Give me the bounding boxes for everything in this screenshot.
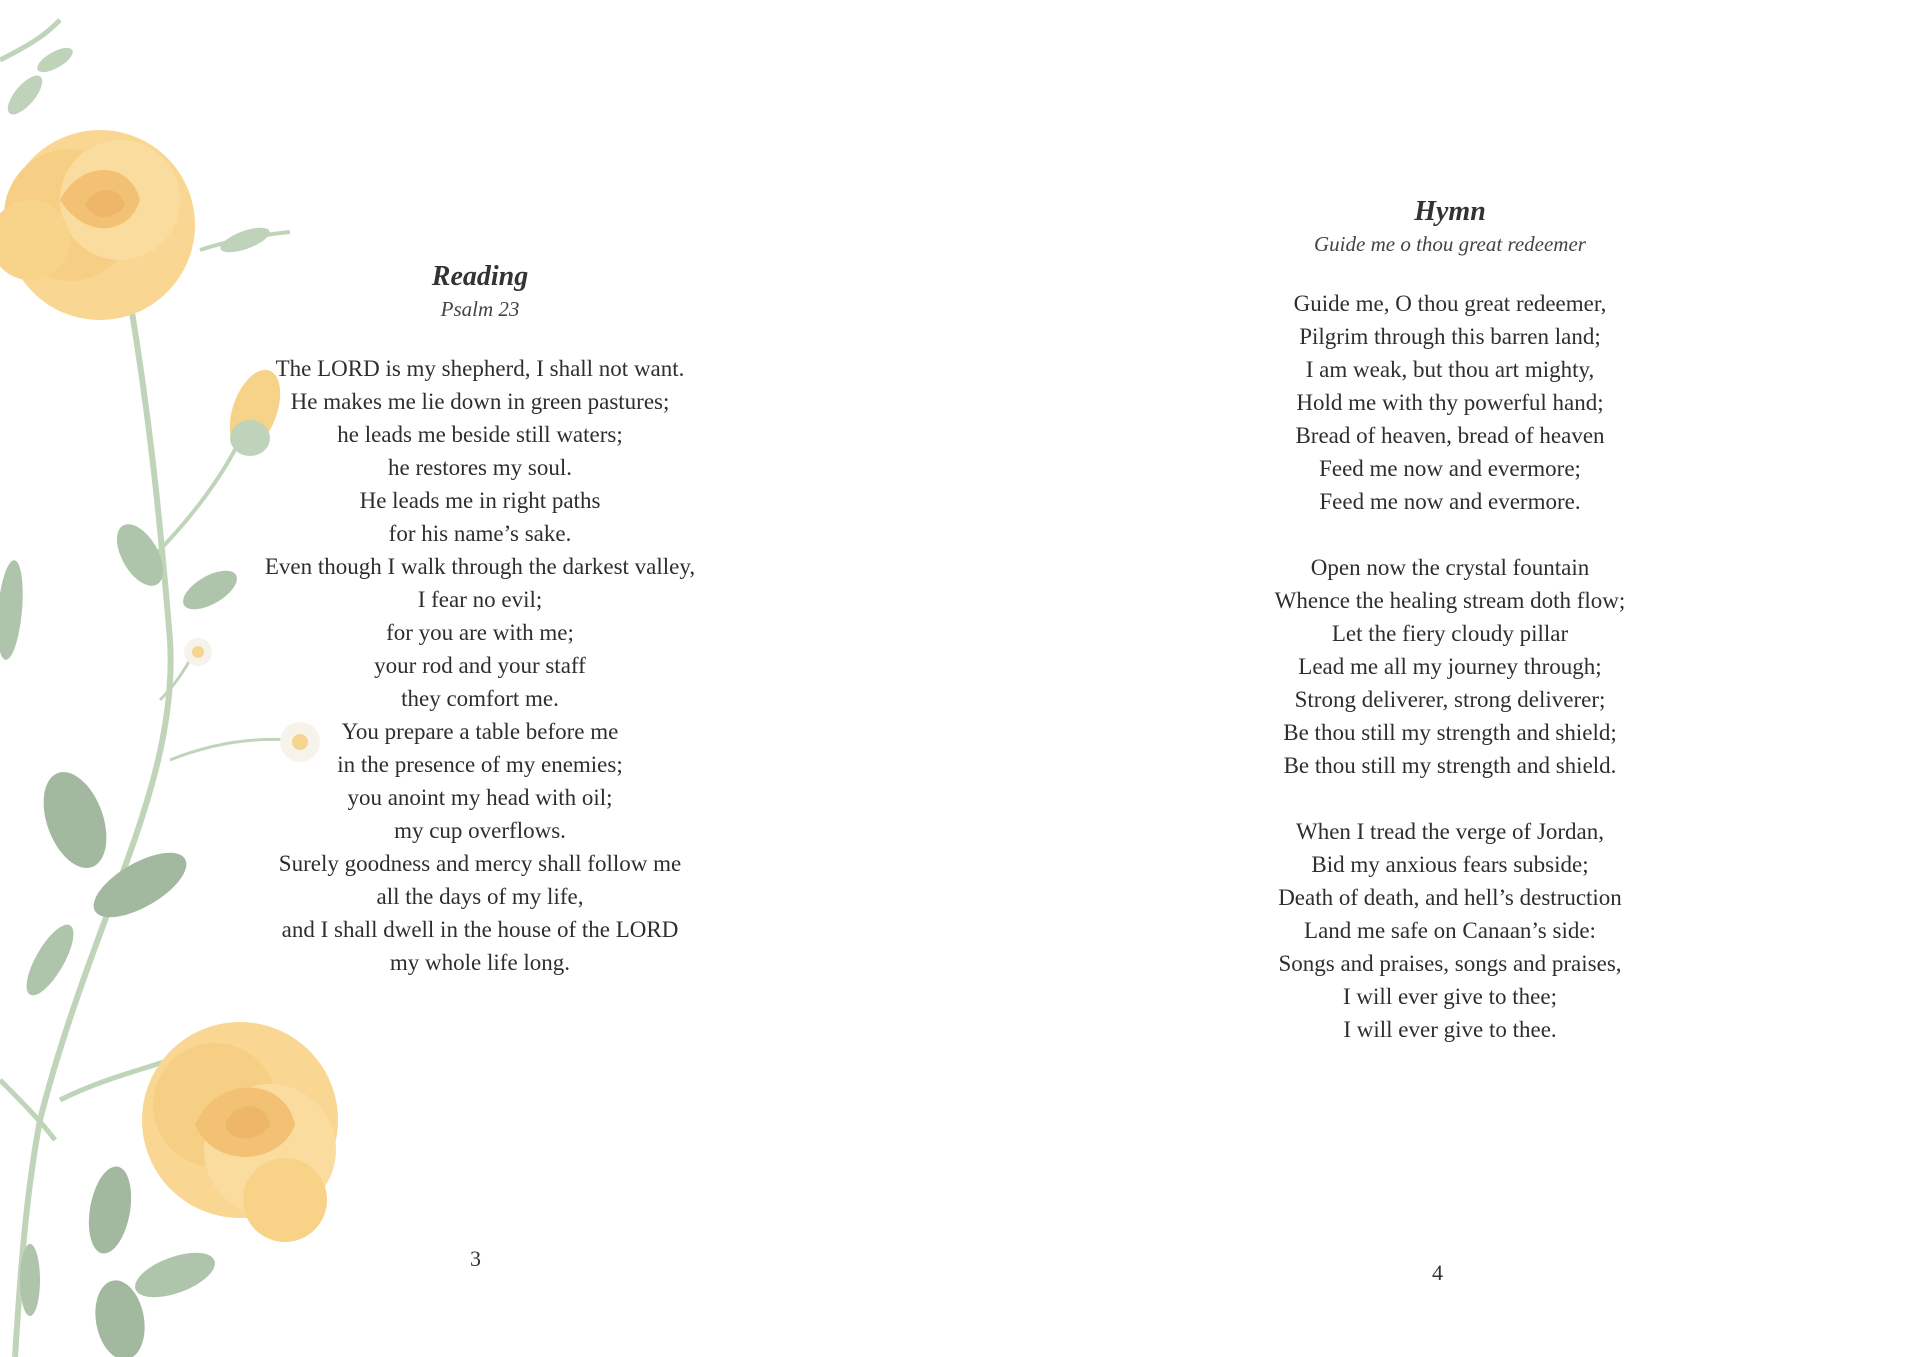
reading-line: I fear no evil; bbox=[417, 587, 543, 612]
reading-text bbox=[230, 352, 730, 979]
reading-line: they comfort me. bbox=[401, 686, 559, 711]
hymn-line: Death of death, and hell’s destruction bbox=[1278, 885, 1622, 910]
reading-line: he leads me beside still waters; bbox=[337, 422, 623, 447]
reading-line: The LORD is my shepherd, I shall not want. bbox=[275, 356, 685, 381]
hymn-line: Guide me, O thou great redeemer, bbox=[1293, 291, 1607, 316]
hymn-line: I will ever give to thee; bbox=[1343, 984, 1557, 1009]
hymn-line: Lead me all my journey through; bbox=[1298, 654, 1602, 679]
hymn-line: Be thou still my strength and shield; bbox=[1283, 720, 1617, 745]
reading-line: in the presence of my enemies; bbox=[337, 752, 623, 777]
reading-line: He leads me in right paths bbox=[359, 488, 601, 513]
hymn-line: I am weak, but thou art mighty, bbox=[1305, 357, 1595, 382]
reading-line: Even though I walk through the darkest valley, bbox=[264, 554, 696, 579]
hymn-line: Pilgrim through this barren land; bbox=[1299, 324, 1601, 349]
reading-line: you anoint my head with oil; bbox=[347, 785, 613, 810]
reading-block bbox=[230, 260, 730, 979]
reading-line: for his name’s sake. bbox=[388, 521, 572, 546]
hymn-line: Open now the crystal fountain bbox=[1310, 555, 1590, 580]
reading-line: for you are with me; bbox=[386, 620, 574, 645]
reading-line: my cup overflows. bbox=[394, 818, 566, 843]
hymn-line: Feed me now and evermore; bbox=[1319, 456, 1581, 481]
hymn-line: Strong deliverer, strong deliverer; bbox=[1294, 687, 1606, 712]
hymn-subtitle: Guide me o thou great redeemer bbox=[1314, 232, 1586, 256]
hymn-line: Hold me with thy powerful hand; bbox=[1296, 390, 1604, 415]
reading-line: he restores my soul. bbox=[388, 455, 572, 480]
reading-line: and I shall dwell in the house of the LORD bbox=[281, 917, 679, 942]
hymn-stanza bbox=[1200, 815, 1700, 1046]
reading-line: You prepare a table before me bbox=[341, 719, 619, 744]
hymn-line: When I tread the verge of Jordan, bbox=[1295, 819, 1605, 844]
hymn-line: Feed me now and evermore. bbox=[1319, 489, 1581, 514]
hymn-line: Whence the healing stream doth flow; bbox=[1274, 588, 1626, 613]
page-number-left: 3 bbox=[470, 1246, 481, 1271]
reading-line: Surely goodness and mercy shall follow me bbox=[278, 851, 682, 876]
hymn-stanza bbox=[1200, 551, 1700, 782]
reading-line: my whole life long. bbox=[389, 950, 571, 975]
hymn-line: Let the fiery cloudy pillar bbox=[1331, 621, 1569, 646]
hymn-line: Bid my anxious fears subside; bbox=[1311, 852, 1589, 877]
hymn-stanza bbox=[1200, 287, 1700, 518]
hymn-line: Land me safe on Canaan’s side: bbox=[1304, 918, 1596, 943]
reading-line: He makes me lie down in green pastures; bbox=[290, 389, 670, 414]
reading-line: all the days of my life, bbox=[376, 884, 584, 909]
hymn-line: I will ever give to thee. bbox=[1343, 1017, 1557, 1042]
reading-subtitle: Psalm 23 bbox=[440, 297, 520, 321]
reading-line: your rod and your staff bbox=[374, 653, 586, 678]
reading-title: Reading bbox=[431, 261, 529, 292]
hymn-line: Be thou still my strength and shield. bbox=[1283, 753, 1617, 778]
hymn-line: Songs and praises, songs and praises, bbox=[1278, 951, 1622, 976]
hymn-title: Hymn bbox=[1414, 196, 1486, 227]
hymn-block bbox=[1200, 195, 1700, 1046]
hymn-line: Bread of heaven, bread of heaven bbox=[1295, 423, 1605, 448]
page-number-right: 4 bbox=[1432, 1260, 1443, 1285]
